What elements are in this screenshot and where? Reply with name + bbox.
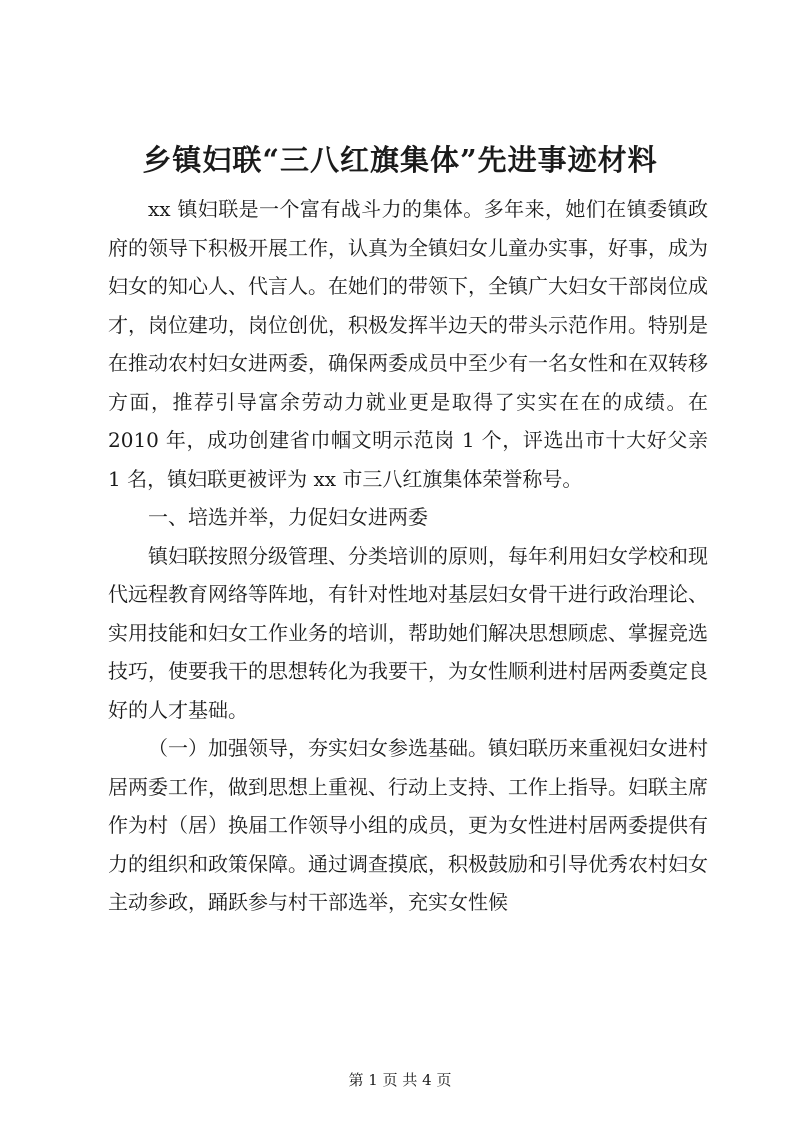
document-title: 乡镇妇联“三八红旗集体”先进事迹材料 xyxy=(142,143,658,177)
section-paragraph: 镇妇联按照分级管理、分类培训的原则，每年利用妇女学校和现代远程教育网络等阵地，有针对性地对基层妇女骨干进行政治理论、实用技能和妇女工作业务的培训，帮助她们解决思想顾虑、掌握竞选技巧，使要我干的思想转化为我要干，为女性顺利进村居两委奠定良好的人才基础。 xyxy=(108,543,708,722)
document-body xyxy=(108,190,708,922)
intro-paragraph: xx 镇妇联是一个富有战斗力的集体。多年来，她们在镇委镇政府的领导下积极开展工作，认真为全镇妇女儿童办实事，好事，成为妇女的知心人、代言人。在她们的带领下，全镇广大妇女干部岗位成才，岗位建功，岗位创优，积极发挥半边天的带头示范作用。特别是在推动农村妇女进两委，确保两委成员中至少有一名女性和在双转移方面，推荐引导富余劳动力就业更是取得了实实在在的成绩。在 2010 年，成功创建省巾帼文明示范岗 1 个，评选出市十大好父亲 1 名，镇妇联更被评为 xx 市三八红旗集体荣誉称号。 xyxy=(108,197,708,491)
subsection-paragraph: （一）加强领导，夯实妇女参选基础。镇妇联历来重视妇女进村居两委工作，做到思想上重视、行动上支持、工作上指导。妇联主席作为村（居）换届工作领导小组的成员，更为女性进村居两委提供有力的组织和政策保障。通过调查摸底，积极鼓励和引导优秀农村妇女主动参政，踊跃参与村干部选举，充实女性候 xyxy=(108,736,708,914)
section-heading: 一、培选并举，力促妇女进两委 xyxy=(148,505,428,529)
page-number-footer: 第 1 页 共 4 页 xyxy=(348,1071,452,1089)
